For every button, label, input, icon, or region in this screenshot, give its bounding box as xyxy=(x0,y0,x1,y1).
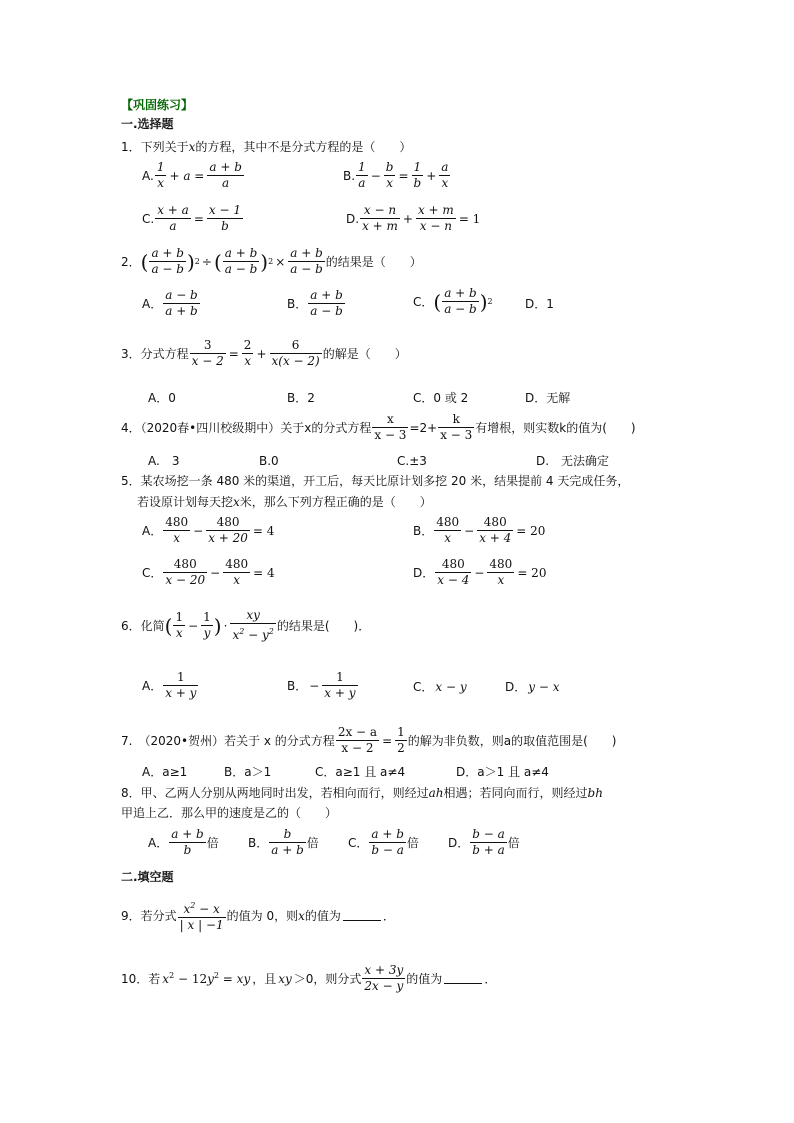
q6-stem: 6．化简 ( $\frac{1}{x}$ − $\frac{1}{y}$ ) · $\frac{xy}{x^2 - y^2}$ 的结果是( )． xyxy=(121,608,371,642)
q3-option-a: A．0 xyxy=(148,391,176,405)
q3-option-b: B．2 xyxy=(287,391,315,405)
section-fill-heading: 二.填空题 xyxy=(121,870,174,884)
q4-stem: 4．（2020春•四川校级期中）关于x的分式方程 $\frac{x}{x - 3}$ =2+ $\frac{k}{x - 3}$ 有增根，则实数k的值为( ) xyxy=(121,412,636,442)
q7-option-d: D．a＞1 且 a≠4 xyxy=(456,765,549,779)
section-choice-heading: 一.选择题 xyxy=(121,117,174,131)
section-title: 【巩固练习】 xyxy=(121,98,194,112)
q7-option-a: A．a≥1 xyxy=(142,765,188,779)
q5-option-b: B． $\frac{480}{x}$ − $\frac{480}{x + 4}$ = 20 xyxy=(413,515,546,545)
q5-option-a: A． $\frac{480}{x}$ − $\frac{480}{x + 20}$ = 4 xyxy=(142,515,275,545)
q6-option-b: B． − $\frac{1}{x + y}$ xyxy=(287,670,356,700)
q2-option-c: C． ( $\frac{a + b}{a - b}$ ) 2 xyxy=(413,286,493,316)
q10-stem: 10．若 $x^2 - 12y^2$ = xy ，且 xy ＞0，则分式 $\frac{x + 3y}{2x - y}$ 的值为 ． xyxy=(121,963,497,993)
q4-option-b: B.0 xyxy=(259,454,279,468)
q2-option-d: D．1 xyxy=(525,297,554,311)
q5-option-d: D． $\frac{480}{x - 4}$ − $\frac{480}{x}$ = 20 xyxy=(413,557,547,587)
q8-stem-line1: 8．甲、乙两人分别从两地同时出发，若相向而行，则经过ah相遇；若同向而行，则经过bh xyxy=(121,786,603,800)
q5-stem-line1: 5．某农场挖一条 480 米的渠道，开工后，每天比原计划多挖 20 米，结果提前 4 天完成任务， xyxy=(121,474,630,488)
q10-answer-blank[interactable] xyxy=(444,973,482,984)
q7-stem: 7. （2020•贺州）若关于 x 的分式方程 $\frac{2x - a}{x - 2}$ = $\frac{1}{2}$ 的解为非负数，则a的取值范围是( ) xyxy=(121,725,617,755)
q5-option-c: C． $\frac{480}{x - 20}$ − $\frac{480}{x}$ = 4 xyxy=(142,557,275,587)
q7-option-b: B．a＞1 xyxy=(224,765,272,779)
q3-stem: 3．分式方程 $\frac{3}{x - 2}$ = $\frac{2}{x}$ + $\frac{6}{x(x - 2)}$ 的解是（ ） xyxy=(121,338,407,368)
q8-stem-line2: 甲追上乙．那么甲的速度是乙的（ ） xyxy=(121,806,338,820)
q1-option-a: A. $\frac{1}{x}$ + a = $\frac{a + b}{a}$ xyxy=(142,160,242,190)
q3-option-d: D．无解 xyxy=(525,391,571,405)
q8-option-b: B． $\frac{b}{a + b}$ 倍 xyxy=(248,827,319,857)
q1-option-b: B. $\frac{1}{a}$ − $\frac{b}{x}$ = $\frac{1}{b}$ + $\frac{a}{x}$ xyxy=(343,160,449,190)
q8-option-c: C． $\frac{a + b}{b - a}$ 倍 xyxy=(348,827,419,857)
q4-option-a: A. 3 xyxy=(148,454,180,468)
q4-option-d: D. 无法确定 xyxy=(536,454,610,468)
q2-option-b: B． $\frac{a + b}{a - b}$ xyxy=(287,288,343,318)
q4-option-c: C.±3 xyxy=(397,454,427,468)
q2-stem: 2． ( $\frac{a + b}{a - b}$ ) 2 ÷ ( $\frac{a + b}{a - b}$ ) 2 × $\frac{a + b}{a - b}$ 的结果是（ ） xyxy=(121,246,422,276)
q7-option-c: C．a≥1 且 a≠4 xyxy=(315,765,406,779)
q6-option-d: D． y − x xyxy=(505,680,560,694)
q1-option-c: C. $\frac{x + a}{a}$ = $\frac{x - 1}{b}$ xyxy=(142,203,241,233)
q5-stem-line2: 若设原计划每天挖x米，那么下列方程正确的是（ ） xyxy=(137,495,432,509)
q9-stem: 9．若分式 $\frac{x^2 - x}{| x | -1}$ 的值为 0，则 x 的值为 ． xyxy=(121,901,395,932)
q8-option-a: A． $\frac{a + b}{b}$ 倍 xyxy=(148,827,219,857)
q8-option-d: D． $\frac{b - a}{b + a}$ 倍 xyxy=(448,827,520,857)
q6-option-c: C． x − y xyxy=(413,680,467,694)
q9-answer-blank[interactable] xyxy=(343,910,381,921)
q1-stem: 1．下列关于x的方程，其中不是分式方程的是（ ） xyxy=(121,140,412,154)
q1-option-d: D. $\frac{x - n}{x + m}$ + $\frac{x + m}{x - n}$ = 1 xyxy=(346,203,481,233)
q3-option-c: C．0 或 2 xyxy=(413,391,469,405)
q2-option-a: A． $\frac{a - b}{a + b}$ xyxy=(142,288,198,318)
q6-option-a: A． $\frac{1}{x + y}$ xyxy=(142,670,197,700)
